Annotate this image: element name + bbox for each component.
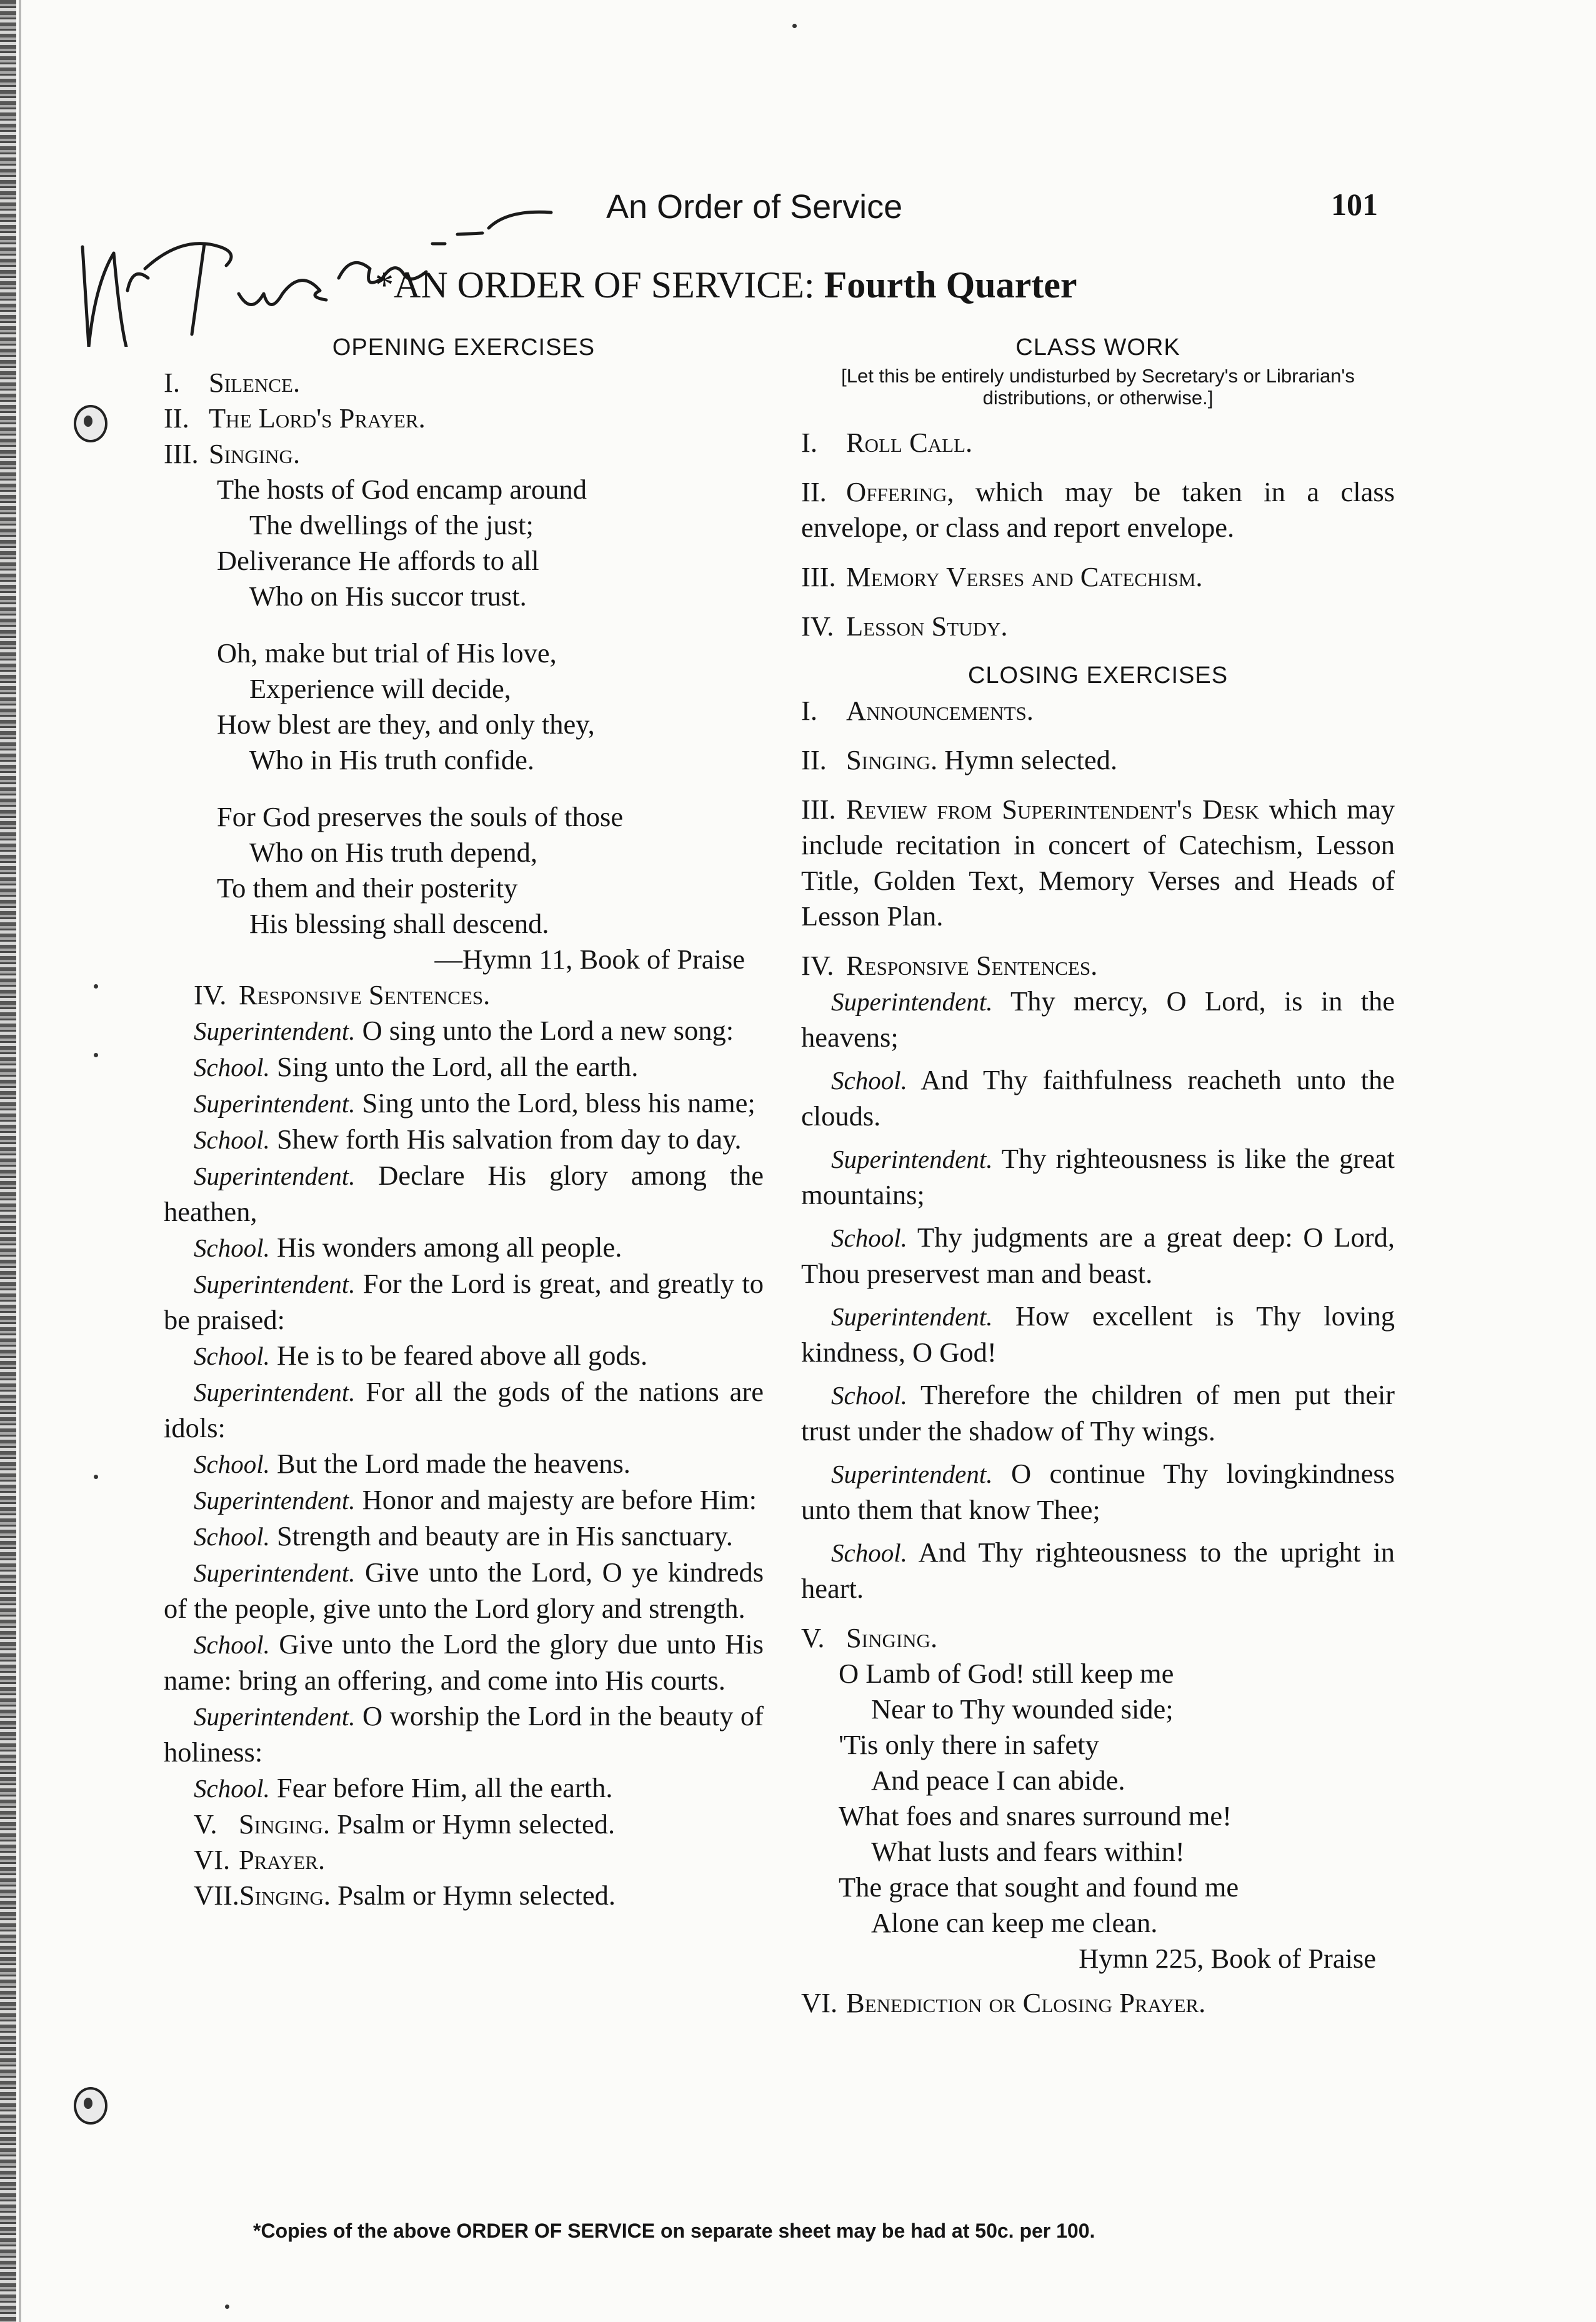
- speck: [94, 1053, 98, 1057]
- responsive-text: For the Lord is great, and greatly to be praised:: [164, 1268, 764, 1335]
- opening-item: VII.Singing. Psalm or Hymn selected.: [194, 1880, 616, 1911]
- running-head: An Order of Service: [606, 188, 903, 226]
- responsive-text: His wonders among all people.: [276, 1232, 622, 1263]
- responsive-line: [164, 1627, 764, 1698]
- speaker-label: School.: [831, 1538, 907, 1567]
- responsive-line: [164, 1085, 764, 1122]
- speck: [94, 984, 98, 989]
- footnote: *Copies of the above ORDER OF SERVICE on separate sheet may be had at 50c. per 100.: [253, 2220, 1095, 2242]
- closing-singing-heading: V. Singing.: [801, 1622, 938, 1653]
- speaker-label: School.: [831, 1066, 907, 1095]
- speaker-label: Superintendent.: [194, 1378, 356, 1407]
- title-quarter: Fourth Quarter: [824, 264, 1077, 306]
- responsive-text: Therefore the children of men put their trust under the shadow of Thy wings.: [801, 1379, 1395, 1447]
- responsive-line: [801, 1220, 1395, 1292]
- class-work-item: II. Offering, which may be taken in a class envelope, or class and report envelope.: [801, 476, 1395, 543]
- hymn-225: O Lamb of God! still keep me Near to Thy wounded side; 'Tis only there in safety And peace I can abide. What foes and snares surround me! What lusts and fears within! The grace that sought and found me Alone can keep me clean. Hymn 225, Book of Praise: [839, 1656, 1395, 1976]
- opening-item: III. Singing.: [164, 438, 301, 469]
- page-number: 101: [1331, 187, 1378, 222]
- responsive-text: How excellent is Thy loving kindness, O God!: [801, 1300, 1395, 1368]
- speaker-label: Superintendent.: [194, 1089, 356, 1118]
- hymn-source: —Hymn 11, Book of Praise: [434, 944, 745, 975]
- opening-item: V. Singing. Psalm or Hymn selected.: [194, 1808, 616, 1840]
- speaker-label: Superintendent.: [194, 1558, 356, 1587]
- responsive-text: Shew forth His salvation from day to day.: [276, 1124, 742, 1155]
- title-main: *AN ORDER OF SERVICE:: [375, 264, 815, 306]
- responsive-line: [164, 1555, 764, 1627]
- responsive-line: [164, 1122, 764, 1158]
- responsive-text: For all the gods of the nations are idols:: [164, 1376, 764, 1443]
- responsive-line: [164, 1338, 764, 1374]
- responsive-line: [164, 1049, 764, 1085]
- binding-shadow: [19, 0, 21, 2322]
- handwritten-signature: [70, 159, 557, 347]
- responsive-text: Honor and majesty are before Him:: [362, 1484, 757, 1515]
- closing-item: III. Review from Superintendent's Desk which may include recitation in concert of Catechism, Lesson Title, Golden Text, Memory Verses and Heads of Lesson Plan.: [801, 794, 1395, 932]
- responsive-text: Thy mercy, O Lord, is in the heavens;: [801, 985, 1395, 1053]
- speaker-label: Superintendent.: [831, 1145, 993, 1173]
- right-column: [801, 330, 1395, 2021]
- speaker-label: School.: [194, 1522, 270, 1551]
- opening-item: II. The Lord's Prayer.: [164, 402, 426, 434]
- opening-item: VI. Prayer.: [194, 1844, 326, 1875]
- responsive-line: [801, 1062, 1395, 1134]
- responsive-text: Sing unto the Lord, all the earth.: [276, 1051, 639, 1082]
- responsive-line: [164, 1230, 764, 1266]
- responsive-text: Give unto the Lord, O ye kindreds of the people, give unto the Lord glory and strength.: [164, 1557, 764, 1624]
- opening-item: I. Silence.: [164, 367, 301, 398]
- closing-exercises-heading: CLOSING EXERCISES: [967, 662, 1229, 689]
- hymn-source: Hymn 225, Book of Praise: [1079, 1943, 1376, 1974]
- closing-item: II. Singing. Hymn selected.: [801, 744, 1118, 775]
- responsive-text: Fear before Him, all the earth.: [276, 1772, 613, 1803]
- responsive-line: [801, 1298, 1395, 1370]
- responsive-line: [164, 1482, 764, 1518]
- speaker-label: Superintendent.: [831, 1302, 993, 1331]
- speaker-label: School.: [194, 1233, 270, 1262]
- speck: [792, 24, 797, 28]
- speaker-label: School.: [194, 1125, 270, 1154]
- speaker-label: School.: [194, 1630, 270, 1659]
- responsive-text: O worship the Lord in the beauty of holiness:: [164, 1700, 764, 1768]
- responsive-text: And Thy faithfulness reacheth unto the clouds.: [801, 1064, 1395, 1132]
- responsive-text: Give unto the Lord the glory due unto His name: bring an offering, and come into His courts.: [164, 1628, 764, 1696]
- responsive-sentences-heading: IV. Responsive Sentences.: [801, 950, 1098, 981]
- speaker-label: Superintendent.: [194, 1017, 356, 1045]
- punch-hole-bottom: [74, 2087, 107, 2125]
- speaker-label: Superintendent.: [194, 1486, 356, 1515]
- closing-responsive-list: [801, 984, 1395, 1607]
- responsive-line: [801, 1141, 1395, 1213]
- responsive-line: [164, 1446, 764, 1482]
- speaker-label: Superintendent.: [194, 1702, 356, 1731]
- responsive-text: O sing unto the Lord a new song:: [362, 1015, 734, 1046]
- speaker-label: School.: [194, 1342, 270, 1370]
- responsive-text: But the Lord made the heavens.: [276, 1448, 631, 1479]
- speaker-label: School.: [831, 1223, 907, 1252]
- speck: [225, 2305, 229, 2309]
- responsive-line: [164, 1158, 764, 1230]
- responsive-line: [164, 1698, 764, 1770]
- class-work-item: IV. Lesson Study.: [801, 610, 1008, 642]
- opening-responsive-list: [164, 1013, 764, 1806]
- binding-edge: [0, 0, 16, 2322]
- closing-item: I. Announcements.: [801, 695, 1034, 726]
- responsive-sentences-heading: IV. Responsive Sentences.: [194, 979, 491, 1010]
- responsive-line: [164, 1266, 764, 1338]
- responsive-text: And Thy righteousness to the upright in heart.: [801, 1537, 1395, 1604]
- responsive-text: Sing unto the Lord, bless his name;: [362, 1087, 756, 1119]
- responsive-line: [164, 1518, 764, 1555]
- class-work-item: III. Memory Verses and Catechism.: [801, 561, 1203, 592]
- speaker-label: School.: [831, 1381, 907, 1410]
- responsive-line: [801, 1456, 1395, 1528]
- page-title: [375, 264, 1077, 307]
- class-work-item: I. Roll Call.: [801, 427, 973, 458]
- responsive-text: He is to be feared above all gods.: [276, 1340, 648, 1371]
- speaker-label: Superintendent.: [194, 1162, 356, 1190]
- responsive-line: [801, 984, 1395, 1055]
- speaker-label: Superintendent.: [194, 1270, 356, 1298]
- speaker-label: School.: [194, 1774, 270, 1803]
- hymn-11: The hosts of God encamp around The dwellings of the just; Deliverance He affords to all Who on His succor trust. Oh, make but trial of His love, Experience will decide, How blest are they, and only they, Who in His truth confide. For God preserves the souls of those Who on His truth depend, To them and their posterity His blessing shall descend. —Hymn 11, Book of Praise: [217, 472, 764, 977]
- responsive-line: [164, 1374, 764, 1446]
- closing-final-item: VI. Benediction or Closing Prayer.: [801, 1987, 1206, 2018]
- responsive-text: Thy righteousness is like the great mountains;: [801, 1143, 1395, 1210]
- responsive-line: [164, 1770, 764, 1806]
- responsive-text: Thy judgments are a great deep: O Lord, Thou preservest man and beast.: [801, 1222, 1395, 1289]
- speaker-label: Superintendent.: [831, 987, 993, 1016]
- responsive-text: Declare His glory among the heathen,: [164, 1160, 764, 1227]
- responsive-text: O continue Thy lovingkindness unto them that know Thee;: [801, 1458, 1395, 1525]
- speck: [94, 1475, 98, 1479]
- class-work-heading: CLASS WORK: [1015, 334, 1180, 361]
- opening-exercises-heading: OPENING EXERCISES: [332, 334, 596, 361]
- punch-hole-top: [74, 405, 107, 442]
- speaker-label: School.: [194, 1053, 270, 1082]
- responsive-line: [164, 1013, 764, 1049]
- left-column: [164, 330, 764, 1913]
- speaker-label: School.: [194, 1450, 270, 1478]
- responsive-line: [801, 1377, 1395, 1449]
- responsive-text: Strength and beauty are in His sanctuary.: [276, 1520, 733, 1552]
- class-work-note: [Let this be entirely undisturbed by Secretary's or Librarian's distributions, or otherwise.]: [841, 365, 1355, 409]
- responsive-line: [801, 1535, 1395, 1607]
- speaker-label: Superintendent.: [831, 1460, 993, 1488]
